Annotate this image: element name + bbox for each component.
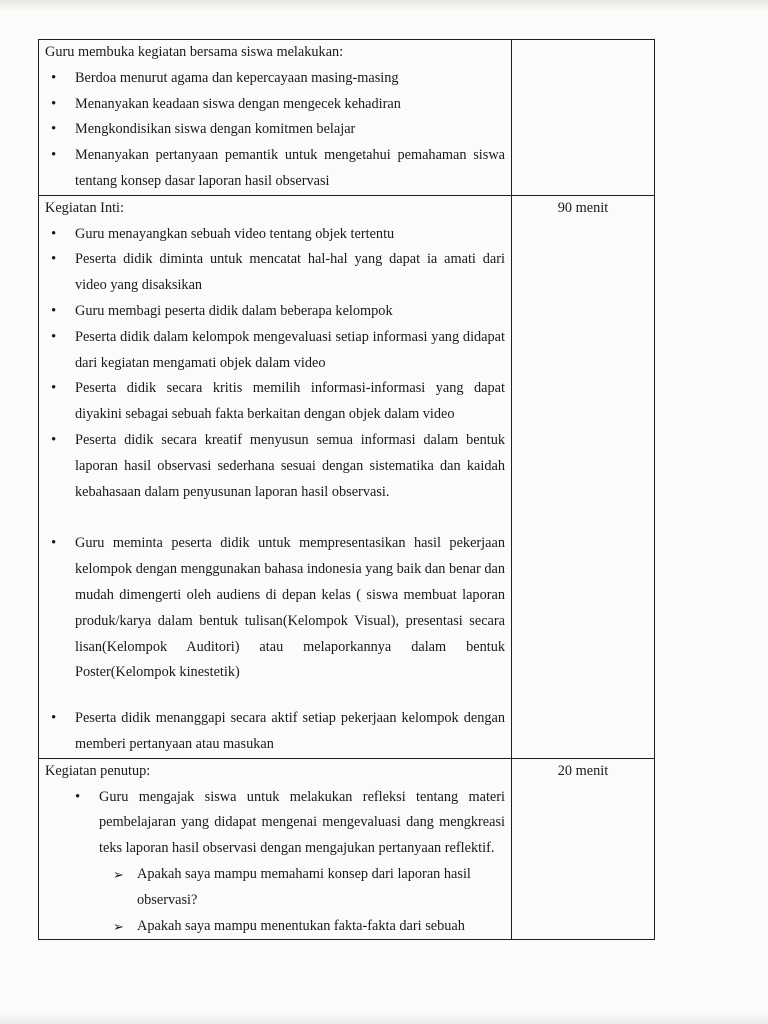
list-item: • Peserta didik secara kritis memilih informasi-informasi yang dapat diyakini sebagai sebuah fakta berkaitan dengan objek dalam video xyxy=(45,376,505,428)
list-item: • Guru meminta peserta didik untuk mempresentasikan hasil pekerjaan kelompok dengan menggunakan bahasa indonesia yang baik dan benar dan mudah dimengerti oleh audiens di depan kelas ( siswa membuat laporan produk/karya dalam bentuk tulisan(Kelompok Visual), presentasi secara lisan(Kelompok Auditori) atau melaporkannya dalam bentuk Poster(Kelompok kinestetik) xyxy=(45,531,505,686)
list-item: • Peserta didik menanggapi secara aktif setiap pekerjaan kelompok dengan memberi pertanyaan atau masukan xyxy=(45,706,505,758)
scan-bottom-edge xyxy=(0,1012,768,1024)
opening-activity-cell xyxy=(39,40,512,196)
closing-list xyxy=(69,785,505,862)
closing-activity-cell xyxy=(39,758,512,940)
opening-time-cell xyxy=(512,40,655,196)
core-time-cell xyxy=(512,195,655,758)
list-item: • Berdoa menurut agama dan kepercayaan masing-masing xyxy=(45,66,505,92)
core-list xyxy=(45,222,505,758)
list-item: • Guru menayangkan sebuah video tentang objek tertentu xyxy=(45,222,505,248)
list-item: • Guru membagi peserta didik dalam beberapa kelompok xyxy=(45,299,505,325)
list-item: • Peserta didik diminta untuk mencatat hal-hal yang dapat ia amati dari video yang disaksikan xyxy=(45,247,505,299)
reflection-questions xyxy=(45,862,505,939)
closing-time-cell xyxy=(512,758,655,940)
scan-top-edge xyxy=(0,0,768,12)
core-row xyxy=(39,195,655,758)
closing-time: 20 menit xyxy=(557,762,609,779)
lesson-plan-table xyxy=(38,39,655,940)
opening-row xyxy=(39,40,655,196)
reflection-question: ➢ Apakah saya mampu menentukan fakta-fakta dari sebuah xyxy=(113,914,505,940)
list-item: • Peserta didik dalam kelompok mengevaluasi setiap informasi yang didapat dari kegiatan mengamati objek dalam video xyxy=(45,325,505,377)
list-item: • Menanyakan pertanyaan pemantik untuk mengetahui pemahaman siswa tentang konsep dasar laporan hasil observasi xyxy=(45,143,505,195)
reflection-question: ➢ Apakah saya mampu memahami konsep dari laporan hasil observasi? xyxy=(113,862,505,914)
closing-row xyxy=(39,758,655,940)
list-item: • Peserta didik secara kreatif menyusun semua informasi dalam bentuk laporan hasil observasi sederhana sesuai dengan sistematika dan kaidah kebahasaan dalam penyusunan laporan hasil observasi. xyxy=(45,428,505,505)
list-item: • Guru mengajak siswa untuk melakukan refleksi tentang materi pembelajaran yang didapat mengenai mengevaluasi dang mengkreasi teks laporan hasil observasi dengan mengajukan pertanyaan reflektif. xyxy=(69,785,505,862)
list-item: • Menanyakan keadaan siswa dengan mengecek kehadiran xyxy=(45,92,505,118)
core-activity-cell xyxy=(39,195,512,758)
opening-heading: Guru membuka kegiatan bersama siswa melakukan: xyxy=(45,44,344,60)
closing-heading: Kegiatan penutup: xyxy=(45,762,151,779)
core-time: 90 menit xyxy=(557,199,609,216)
list-item: • Mengkondisikan siswa dengan komitmen belajar xyxy=(45,117,505,143)
opening-list xyxy=(45,66,505,195)
core-heading: Kegiatan Inti: xyxy=(45,199,125,216)
